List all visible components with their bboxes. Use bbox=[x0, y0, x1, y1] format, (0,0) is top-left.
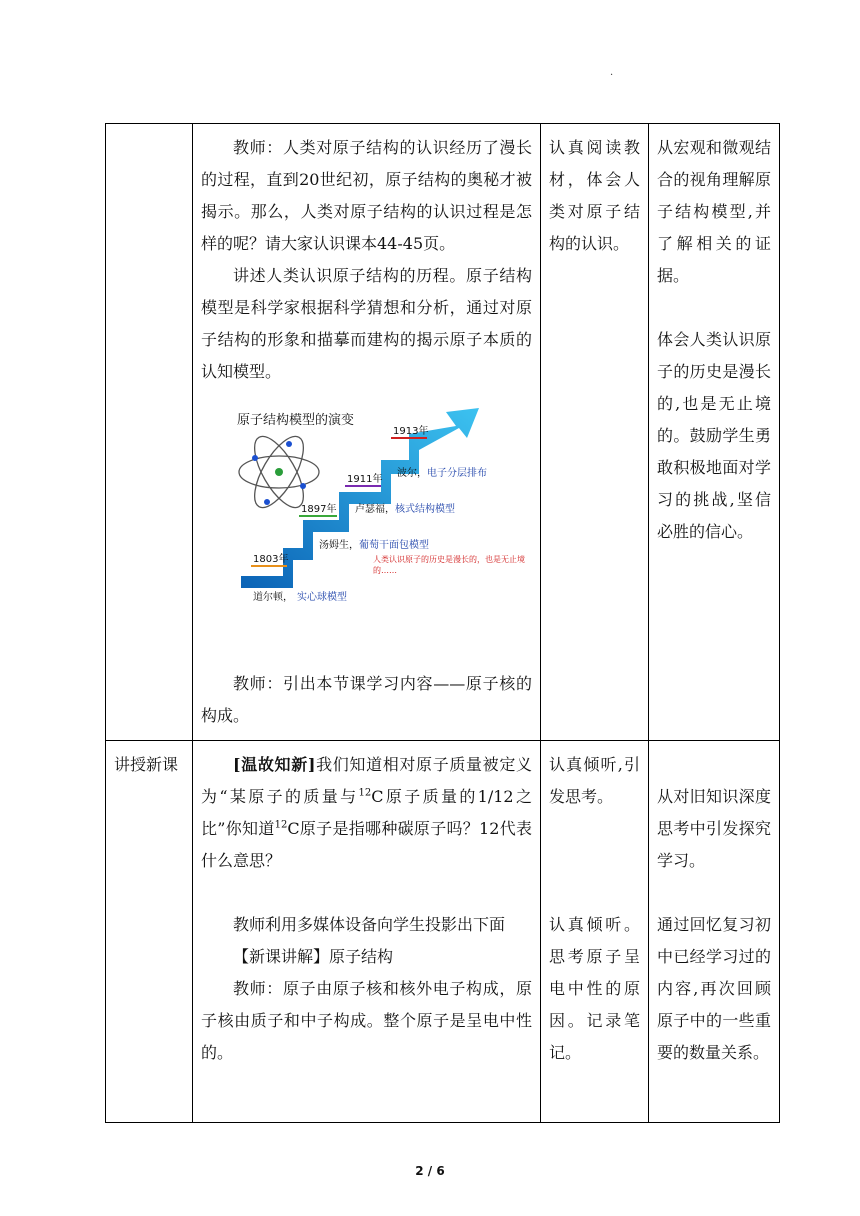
year-label: 1803年 bbox=[253, 554, 289, 565]
intent-text: 体会人类认识原子的历史是漫长的,也是无止境的。鼓励学生勇敢积极地面对学习的挑战,坚信必胜的信心。 bbox=[657, 330, 771, 541]
scientist-name: 道尔顿， bbox=[253, 592, 293, 603]
staircase-diagram bbox=[231, 398, 531, 620]
table-row bbox=[106, 741, 780, 1123]
student-activity-cell bbox=[541, 124, 649, 741]
bold-tag: [温故知新] bbox=[233, 755, 316, 774]
design-intent-cell bbox=[649, 124, 780, 741]
text-run: C原子是指哪种碳原子吗？12代表什么意思？ bbox=[201, 819, 532, 870]
figure-note: 人类认识原子的历史是漫长的，也是无止境 bbox=[373, 555, 525, 564]
intent-text: 从宏观和微观结合的视角理解原子结构模型,并了解相关的证据。 bbox=[657, 138, 771, 285]
superscript: 12 bbox=[358, 787, 372, 799]
intent-text: 从对旧知识深度思考中引发探究学习。 bbox=[657, 787, 771, 870]
year-label: 1911年 bbox=[347, 474, 383, 485]
teacher-paragraph: 教师：原子由原子核和核外电子构成，原子核由质子和中子构成。整个原子是呈电中性的。 bbox=[201, 979, 532, 1062]
intent-text: 通过回忆复习初中已经学习过的内容,再次回顾原子中的一些重要的数量关系。 bbox=[657, 915, 771, 1062]
model-name: 电子分层排布 bbox=[427, 468, 487, 479]
figure-note: 的…… bbox=[373, 566, 397, 575]
text-run: C原子质量的1/12之比”你知道 bbox=[201, 787, 532, 838]
atomic-model-evolution-figure bbox=[231, 398, 531, 620]
design-intent-cell bbox=[649, 741, 780, 1123]
stage-cell bbox=[106, 741, 193, 1123]
teacher-activity-cell bbox=[193, 124, 541, 741]
year-label: 1897年 bbox=[301, 504, 337, 515]
figure-title: 原子结构模型的演变 bbox=[237, 413, 355, 428]
superscript: 12 bbox=[274, 819, 288, 831]
student-text: 认真倾听。思考原子呈电中性的原因。记录笔记。 bbox=[549, 915, 640, 1062]
teacher-activity-cell bbox=[193, 741, 541, 1123]
text-run: 我们知道相对原子质量被定义为“某原子的质量与 bbox=[201, 755, 532, 806]
teacher-paragraph: 教师利用多媒体设备向学生投影出下面 bbox=[233, 915, 506, 934]
student-text: 认真倾听,引发思考。 bbox=[549, 755, 640, 806]
year-label: 1913年 bbox=[393, 426, 429, 437]
scientist-name: 波尔， bbox=[397, 468, 427, 479]
model-name: 核式结构模型 bbox=[395, 504, 455, 515]
teacher-paragraph: 教师：引出本节课学习内容——原子核的构成。 bbox=[201, 674, 532, 725]
table-row bbox=[106, 124, 780, 741]
model-name: 实心球模型 bbox=[297, 592, 347, 603]
header-dot: · bbox=[610, 70, 614, 81]
page-number: 2 / 6 bbox=[415, 1164, 445, 1178]
scientist-name: 卢瑟福， bbox=[355, 504, 395, 515]
lesson-table bbox=[105, 123, 780, 1123]
teacher-paragraph: 讲述人类认识原子结构的历程。原子结构模型是科学家根据科学猜想和分析，通过对原子结构的形象和描摹而建构的揭示原子本质的认知模型。 bbox=[201, 266, 532, 381]
stage-cell bbox=[106, 124, 193, 741]
teacher-paragraph: 教师：人类对原子结构的认识经历了漫长的过程，直到20世纪初，原子结构的奥秘才被揭示。那么，人类对原子结构的认识过程是怎样的呢？请大家认识课本44-45页。 bbox=[201, 138, 532, 253]
model-name: 葡萄干面包模型 bbox=[359, 540, 429, 551]
student-text: 认真阅读教材，体会人类对原子结构的认识。 bbox=[549, 138, 640, 253]
student-activity-cell bbox=[541, 741, 649, 1123]
scientist-name: 汤姆生， bbox=[319, 540, 359, 551]
teacher-paragraph bbox=[201, 749, 532, 877]
stage-label: 讲授新课 bbox=[114, 755, 179, 774]
section-heading: 【新课讲解】原子结构 bbox=[233, 947, 394, 966]
